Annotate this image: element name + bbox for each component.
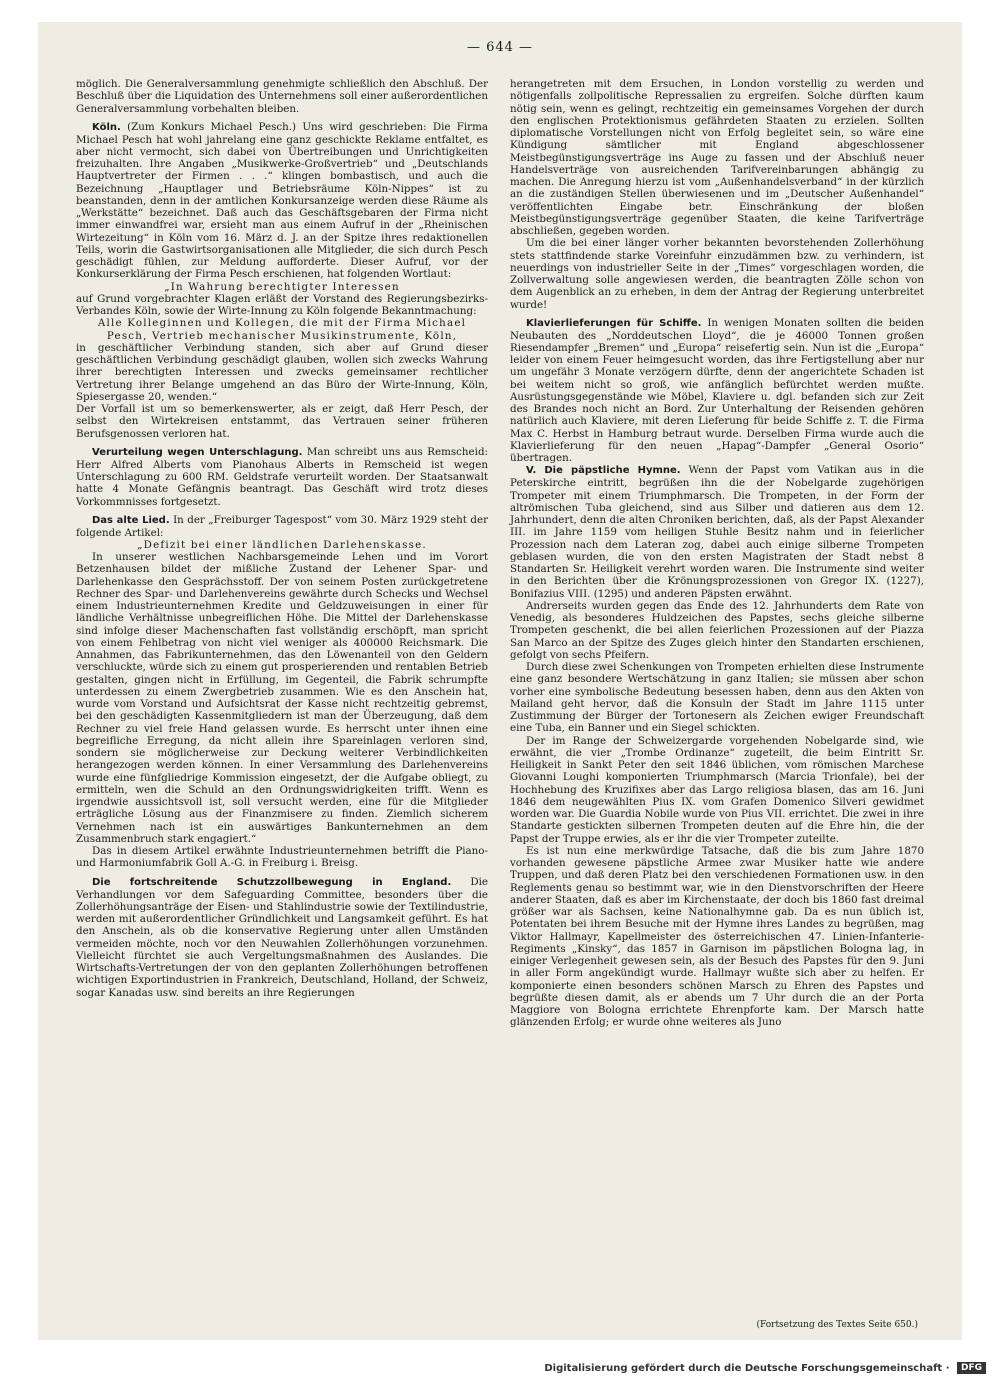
text-paragraph xyxy=(510,735,924,845)
article-paragraph xyxy=(76,121,488,281)
paragraph-text: auf Grund vorgebrachter Klagen erläßt der Vorstand des Regierungsbezirks-Verbandes Köln, sowie der Wirte-Innung zu Köln folgende Bekanntmachung: xyxy=(76,292,488,318)
paragraph-text: Der Vorfall ist um so bemerkenswerter, als er zeigt, daß Herr Pesch, der selbst den Wirtekreisen entstammt, das Vertrauen seiner früheren Berufsgenossen verloren hat. xyxy=(76,403,488,440)
article-heading: Die fortschreitende Schutzzollbewegung in England. xyxy=(92,876,452,888)
paragraph-text: möglich. Die Generalversammlung genehmigte schließlich den Abschluß. Der Beschluß über die Liquidation des Unternehmens soll einer außerordentlichen Generalversammlung vorbehalten bleiben. xyxy=(76,78,488,115)
quoted-heading xyxy=(76,317,488,342)
paragraph-text: Man schreibt uns aus Remscheid: Herr Alfred Alberts vom Pianohaus Alberts in Remscheid ist wegen Unterschlagung zu 600 RM. Geldstrafe verurteilt worden. Der Staatsanwalt hatte 4 Monate Gefängnis beantragt. Das Geschäft wird trotz dieses Vorkommnisses fortgesetzt. xyxy=(76,445,489,508)
text-paragraph xyxy=(510,845,924,1029)
paragraph-text: Der im Range der Schweizergarde vorgehenden Nobelgarde sind, wie erwähnt, die vier „Trombe Ordinanze“ zugeteilt, die beim Eintritt Sr. Heiligkeit in Sankt Peter den seit 1846 üblichen, vom römischen Marchese Giovanni Loughi komponierten Triumphmarsch (Marcia Trionfale), bei der Hochhebung des Kruzifixes aber das Largo religiosa blasen, das am 16. Juni 1846 dem neugewählten Pius IX. vom Grafen Domenico Silveri gewidmet worden war. Die Guardia Nobile wurde von Pius VII. errichtet. Die zwei in ihre Standarte gestickten silbernen Trompeten deuten auf die Ehre hin, die der Papst der Truppe erwies, als er ihr die vier Trompeter zuteilte. xyxy=(510,734,924,845)
text-paragraph xyxy=(76,551,488,845)
article-paragraph xyxy=(510,464,924,599)
paragraph-text: herangetreten mit dem Ersuchen, in London vorstellig zu werden und nötigenfalls zollpolitische Repressalien zu ergreifen. Solche dürften kaum nötig sein, wenn es gelingt, rechtzeitig ein gemeinsames Vorgehen der durch den englischen Protektionismus gefährdeten Staaten zu erzielen. Sollten diplomatische Vorstellungen nicht von Erfolg begleitet sein, so wäre eine Kündigung sämtlicher mit England abgeschlossener Meistbegünstigungsverträge ins Auge zu fassen und der Abschluß neuer Handelsverträge von ausreichenden Tarifvereinbarungen abhängig zu machen. Die Anregung hierzu ist vom „Außenhandelsverband“ in der kürzlich an die zuständigen Stellen überwiesenen und im „Deutscher Außenhandel“ veröffentlichten Eingabe betr. Einschränkung der bloßen Meistbegünstigungsverträge gegenüber Staaten, die keine Tarifverträge abschließen, gegeben worden. xyxy=(510,78,924,237)
continuation-note: (Fortsetzung des Textes Seite 650.) xyxy=(756,1320,918,1330)
credit-text: Digitalisierung gefördert durch die Deutsche Forschungsgemeinschaft · xyxy=(544,1363,950,1374)
dfg-logo: DFG xyxy=(957,1362,986,1374)
digitization-credit xyxy=(544,1362,986,1374)
article-paragraph xyxy=(76,514,488,539)
article-paragraph xyxy=(510,317,924,465)
left-column xyxy=(76,78,488,999)
quoted-heading xyxy=(76,539,488,551)
paragraph-text: Alle Kolleginnen und Kollegen, die mit der Firma Michael Pesch, Vertrieb mechanischer Musikinstrumente, Köln, xyxy=(97,317,467,342)
paragraph-text: (Zum Konkurs Michael Pesch.) Uns wird geschrieben: Die Firma Michael Pesch hat wohl jahrelang eine ganz geschickte Reklame entfaltet, es aber nicht vermocht, sich dabei von Übertreibungen und Unrichtigkeiten freizuhalten. Ihre Angaben „Musikwerke-Großvertrieb“ und „Deutschlands Hauptvertreter der Firmen . . .“ klingen bombastisch, und auch die Bezeichnung „Hauptlager und Betriebsräume Köln-Nippes“ ist zu beanstanden, denn in der amtlichen Konkursanzeige werden diese Räume als „Werkstätte“ bezeichnet. Daß auch das Geschäftsgebaren der Firma nicht immer einwandfrei war, ersieht man aus einem Aufruf in der „Rheinischen Wirtezeitung“ in Köln vom 16. März d. J. an der Spitze ihres redaktionellen Teils, worin die Gastwirtsorganisationen alle Mitglieder, die sich durch Pesch geschädigt fühlen, zur Meldung aufforderte. Dieser Aufruf, vor der Konkurserklärung der Firma Pesch erschienen, hat folgenden Wortlaut: xyxy=(76,120,488,281)
paragraph-text: Die Verhandlungen vor dem Safeguarding Committee, besonders über die Zollerhöhungsanträge der Eisen- und Stahlindustrie sowie der Textilindustrie, werden mit außerordentlicher Gründlichkeit und Langsamkeit geführt. Es hat den Anschein, als ob die konservative Regierung unter allen Umständen vermeiden möchte, noch vor den Neuwahlen Zollerhöhungen vorzunehmen. Vielleicht fürchtet sie auch Vergeltungsmaßnahmen des Auslandes. Die Wirtschafts-Vertretungen der von den geplanten Zollerhöhungen betroffenen wichtigen Exportindustrien in Frankreich, Deutschland, Holland, der Schweiz, sogar Kanadas usw. sind bereits an ihre Regierungen xyxy=(76,875,488,999)
paragraph-text: „Defizit bei einer ländlichen Darlehenskasse. xyxy=(137,538,427,551)
paragraph-text: Das in diesem Artikel erwähnte Industrieunternehmen betrifft die Piano- und Harmoniumfabrik Goll A.-G. in Freiburg i. Breisg. xyxy=(76,845,488,870)
article-heading: V. Die päpstliche Hymne. xyxy=(526,465,681,477)
quoted-heading xyxy=(76,281,488,293)
paragraph-text: Durch diese zwei Schenkungen von Trompeten erhielten diese Instrumente eine ganz besondere Wertschätzung in ganz Italien; sie müssen aber schon vorher eine symbolische Bedeutung besessen haben, denn aus den Akten von Mailand geht hervor, daß die Konsuln der Stadt im Jahre 1115 unter Zustimmung der Bürger der Tortonesern als Zeichen ewiger Freundschaft eine Tuba, ein Banner und ein Siegel schickten. xyxy=(510,661,924,735)
article-heading: Das alte Lied. xyxy=(92,514,170,526)
paragraph-text: Um die bei einer länger vorher bekannten bevorstehenden Zollerhöhung stets stattfindende starke Voreinfuhr einzudämmen bzw. zu verhindern, ist neuerdings von industrieller Seite in der „Times“ vorgeschlagen worden, die Zollverwaltung solle angewiesen werden, die beantragten Zölle schon von dem Augenblick an zu erheben, in dem der Antrag der Regierung unterbreitet wurde! xyxy=(510,237,924,311)
article-heading: Verurteilung wegen Unterschlagung. xyxy=(92,446,303,458)
text-paragraph xyxy=(510,661,924,735)
article-heading: Köln. xyxy=(92,121,121,133)
text-paragraph xyxy=(76,293,488,318)
text-paragraph xyxy=(76,845,488,870)
scanned-page xyxy=(38,22,962,1340)
page-number: — 644 — xyxy=(466,40,534,55)
article-heading: Klavierlieferungen für Schiffe. xyxy=(526,317,702,329)
paragraph-text: „In Wahrung berechtigter Interessen xyxy=(164,280,400,293)
text-paragraph xyxy=(76,78,488,115)
article-paragraph xyxy=(76,876,488,999)
paragraph-text: In unserer westlichen Nachbarsgemeinde Lehen und im Vorort Betzenhausen bildet der mißliche Zustand der Lehener Spar- und Darlehenkasse den Gesprächsstoff. Der von seinem Posten zurückgetretene Rechner des Spar- und Darlehenvereins gewährte durch Schecks und Wechsel einem Industrieunternehmen Kredite und Geldzuweisungen in einer für ländliche Verhältnisse unbegreiflichen Höhe. Die Mittel der Darlehenskasse sind infolge dieser Machenschaften fast vollständig erschöpft, man spricht von einem Fehlbetrag von nicht viel weniger als 400000 Reichsmark. Die Annahmen, das Fabrikunternehmen, das den Löwenanteil von den Geldern verschluckte, würde sich zu einem gut prosperierenden und rentablen Betrieb gestalten, gingen nicht in Erfüllung, im Gegenteil, die Fabrik schrumpfte unterdessen zu einem Zwergbetrieb zusammen. Wie es den Anschein hat, wurde vom Vorstand und Aufsichtsrat der Kasse nicht rechtzeitig gebremst, bei den geschädigten Kassenmitgliedern ist man der Überzeugung, daß dem Rechner zu viel freie Hand gelassen wurde. Es herrscht unter ihnen eine begreifliche Erregung, da nicht allein ihre Spareinlagen verloren sind, sondern sie möglicherweise zur Deckung weiterer Verbindlichkeiten herangezogen werden können. In einer Versammlung des Darlehenvereins wurde eine fünfgliedrige Kommission eingesetzt, der die Aufgabe obliegt, zu ermitteln, wen die Schuld an den Ordnungswidrigkeiten trifft. Wenn es irgendwie aussichtsvoll ist, soll versucht werden, eine für die Mitglieder erträgliche Lösung aus der Finanzmisere zu finden. Ziemlich sicherem Vernehmen nach ist ein auswärtiges Bankunternehmen an dem Zusammenbruch stark engagiert.“ xyxy=(76,551,488,845)
paragraph-text: in geschäftlicher Verbindung standen, sich aber auf Grund dieser geschäftlichen Verbindung geschädigt glauben, wollen sich zwecks Wahrung ihrer berechtigten Interessen und zwecks gemeinsamer rechtlicher Vertretung ihrer Belange umgehend an das Büro der Wirte-Innung, Köln, Spiesergasse 20, wenden.“ xyxy=(76,341,488,403)
paragraph-text: Wenn der Papst vom Vatikan aus in die Peterskirche eintritt, begrüßen ihn die der Nobelgarde zugehörigen Trompeter mit einem Triumphmarsch. Die Trompeten, in der Form der altrömischen Tuba gleichend, sind aus Silber und datieren aus dem 12. Jahrhundert, denn die alten Chroniken berichten, daß, als der Papst Alexander III. im Jahre 1159 vom heiligen Stuhle Besitz nahm und in feierlicher Prozession nach dem Lateran zog, dabei auch einige silberne Trompeten geblasen wurden, die von den ersten Magistraten der Stadt nebst 8 Standarten Sr. Heiligkeit verehrt worden waren. Die Instrumente sind weiter in den Berichten über die Krönungsprozessionen von Gregor IX. (1227), Bonifazius VIII. (1295) und anderen Päpsten erwähnt. xyxy=(510,464,924,600)
paragraph-text: In der „Freiburger Tagespost“ vom 30. März 1929 steht der folgende Artikel: xyxy=(76,513,489,539)
text-paragraph xyxy=(76,403,488,440)
paragraph-text: In wenigen Monaten sollten die beiden Neubauten des „Norddeutschen Lloyd“, die je 46000 Tonnen großen Riesendampfer „Bremen“ und „Europa“ reisefertig sein. Nun ist die „Europa“ leider von einem Feuer heimgesucht worden, das ihre Fertigstellung aber nur um ungefähr 3 Monate verzögern dürfte, denn der angerichtete Schaden ist bei weitem nicht so groß, wie anfänglich befürchtet werden mußte. Ausrüstungsgegenstände wie Möbel, Klaviere u. dgl. befanden sich zur Zeit des Brandes noch nicht an Bord. Zur Unterhaltung der Reisenden gehören natürlich auch Klaviere, mit deren Lieferung für beide Schiffe z. T. die Firma Max C. Herbst in Hamburg betraut wurde. Derselben Firma wurde auch die Klavierlieferung für den neuen „Hapag“-Dampfer „General Osorio“ übertragen. xyxy=(510,316,924,465)
text-paragraph xyxy=(76,342,488,403)
right-column xyxy=(510,78,924,1029)
paragraph-text: Andrerseits wurden gegen das Ende des 12. Jahrhunderts dem Rate von Venedig, als besonderes Huldzeichen des Papstes, sechs gleiche silberne Trompeten geschenkt, die bei allen feierlichen Prozessionen auf der Piazza San Marco an der Spitze des Zuges gleich hinter den Standarten erschienen, gefolgt von sechs Pfeifern. xyxy=(510,599,924,661)
text-paragraph xyxy=(510,237,924,311)
paragraph-text: Es ist nun eine merkwürdige Tatsache, daß die bis zum Jahre 1870 vorhanden gewesene päpstliche Armee zwar Musiker hatte wie andere Truppen, und daß deren Platz bei den verschiedenen Formationen usw. in den Reglements genau so bestimmt war, wie in den Dienstvorschriften der Heere anderer Staaten, daß es aber im Kirchenstaate, der doch bis 1860 fast dreimal größer war als Sachsen, keine Nationalhymne gab. Da es nun üblich ist, Potentaten bei ihrem Besuche mit der Hymne ihres Landes zu begrüßen, mag Viktor Hallmayr, Kapellmeister des österreichischen 47. Linien-Infanterie-Regiments „Kinsky“, das 1857 in Garnison im päpstlichen Bologna lag, in einiger Verlegenheit gewesen sein, als der Besuch des Papstes für den 9. Juni in aller Form angekündigt wurde. Hallmayr wußte sich aber zu helfen. Er komponierte einen besonders schönen Marsch zu Ehren des Papstes und begrüßte diesen damit, als er abends um 7 Uhr durch die an der Porta Maggiore von Bologna errichtete Ehrenpforte kam. Der Marsch hatte glänzenden Erfolg; er wurde ohne weiteres als Juno xyxy=(510,844,924,1029)
text-paragraph xyxy=(510,600,924,661)
text-paragraph xyxy=(510,78,924,237)
article-paragraph xyxy=(76,446,488,508)
